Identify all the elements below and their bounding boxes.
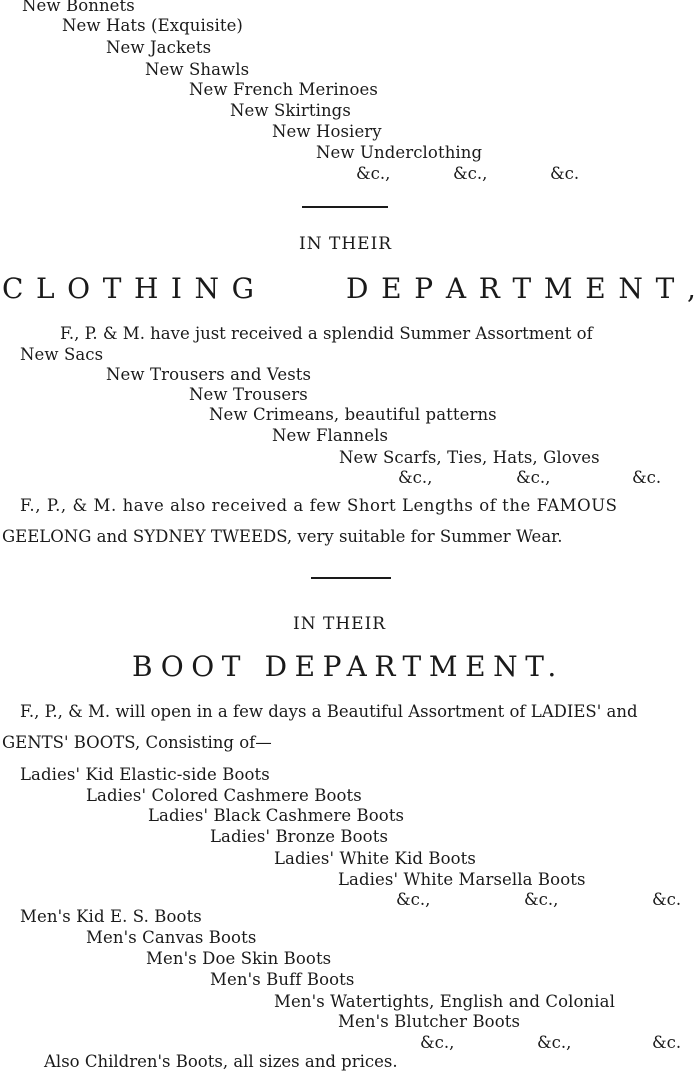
etc-mark: &c.: [652, 890, 682, 909]
etc-mark: &c.,: [356, 164, 391, 183]
list-item: New Flannels: [272, 426, 389, 445]
tweeds-paragraph-line1: F., P., & M. have also received a few Short Lengths of the FAMOUS: [20, 496, 618, 515]
etc-mark: &c.: [652, 1033, 682, 1052]
list-item: Ladies' Black Cashmere Boots: [148, 806, 405, 825]
tweeds-paragraph-line2: GEELONG and SYDNEY TWEEDS, very suitable for Summer Wear.: [2, 527, 563, 546]
list-item: New Jackets: [106, 38, 212, 57]
boot-intro: IN THEIR: [293, 614, 387, 634]
list-item: New Trousers: [189, 385, 308, 404]
etc-mark: &c.,: [537, 1033, 572, 1052]
etc-mark: &c.,: [420, 1033, 455, 1052]
list-item: New Sacs: [20, 345, 104, 364]
list-item: New Shawls: [145, 60, 250, 79]
list-item: New Skirtings: [230, 101, 351, 120]
list-item: New Crimeans, beautiful patterns: [209, 405, 497, 424]
list-item: New French Merinoes: [189, 80, 378, 99]
etc-mark: &c.: [632, 468, 662, 487]
boot-heading: BOOT DEPARTMENT.: [132, 650, 564, 683]
list-item: Ladies' Kid Elastic-side Boots: [20, 765, 270, 784]
list-item: Men's Watertights, English and Colonial: [274, 992, 615, 1011]
etc-mark: &c.,: [398, 468, 433, 487]
children-boots-note: Also Children's Boots, all sizes and prices.: [44, 1052, 398, 1071]
etc-mark: &c.,: [524, 890, 559, 909]
list-item: New Hats (Exquisite): [62, 16, 243, 35]
list-item: Men's Kid E. S. Boots: [20, 907, 202, 926]
boot-announcement-line1: F., P., & M. will open in a few days a Beautiful Assortment of LADIES' and: [20, 702, 638, 721]
etc-mark: &c.,: [453, 164, 488, 183]
list-item: Men's Blutcher Boots: [338, 1012, 521, 1031]
list-item: New Trousers and Vests: [106, 365, 312, 384]
boot-announcement-line2: GENTS' BOOTS, Consisting of—: [2, 733, 272, 752]
clothing-heading-word1: C L O T H I N G: [2, 272, 254, 305]
section-divider: [311, 577, 391, 579]
clothing-intro: IN THEIR: [299, 234, 393, 254]
list-item: Men's Doe Skin Boots: [146, 949, 332, 968]
list-item: New Hosiery: [272, 122, 382, 141]
clothing-heading-word2: D E P A R T M E N T ,: [346, 272, 696, 305]
etc-mark: &c.: [550, 164, 580, 183]
list-item: New Underclothing: [316, 143, 483, 162]
list-item: Ladies' White Kid Boots: [274, 849, 476, 868]
list-item: Ladies' Colored Cashmere Boots: [86, 786, 362, 805]
list-item: New Scarfs, Ties, Hats, Gloves: [339, 448, 600, 467]
list-item: Ladies' White Marsella Boots: [338, 870, 586, 889]
etc-mark: &c.,: [396, 890, 431, 909]
list-item: Men's Canvas Boots: [86, 928, 257, 947]
list-item: Ladies' Bronze Boots: [210, 827, 389, 846]
section-divider: [302, 206, 388, 208]
clothing-announcement: F., P. & M. have just received a splendid Summer Assortment of: [60, 324, 593, 343]
list-item: Men's Buff Boots: [210, 970, 355, 989]
etc-mark: &c.,: [516, 468, 551, 487]
list-item: New Bonnets: [22, 0, 135, 15]
